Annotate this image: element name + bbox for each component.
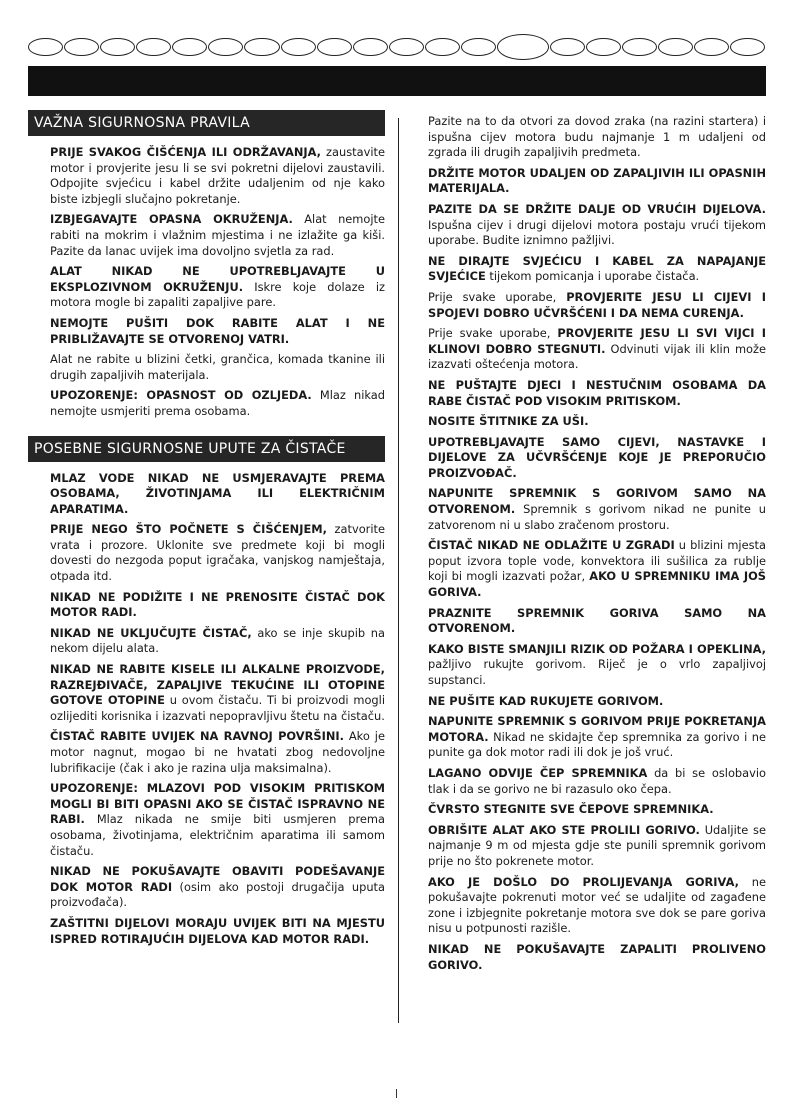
paragraph [428, 290, 766, 321]
header-oval [136, 38, 171, 56]
paragraph [28, 264, 385, 311]
page-footer-mark [396, 1089, 397, 1098]
paragraph-bold-text: PROVJERITE JESU LI CIJEVI I SPOJEVI DOBRO UČVRŠĆENI I DA NEMA CURENJA. [428, 289, 766, 320]
paragraph [428, 378, 766, 409]
paragraph [428, 435, 766, 482]
paragraph [428, 326, 766, 373]
paragraph-text: Prije svake uporabe, [428, 289, 567, 304]
paragraph-text: Alat nemojte rabiti na mokrim i vlažnim mjestima i ne izlažite ga kiši. Pazite da lanac uvijek ima dovoljno svjetla za rad. [50, 212, 386, 258]
section-cleaner-instructions-body [28, 471, 385, 948]
paragraph-text: tijekom pomicanja i uporabe čistača. [485, 269, 700, 284]
paragraph [428, 766, 766, 797]
paragraph-text: Ispušna cijev i drugi dijelovi motora postaju vrući tijekom uporabe. Budite iznimno pažljivi. [428, 217, 766, 248]
paragraph-bold-text: PRAZNITE SPREMNIK GORIVA SAMO NA OTVORENOM. [428, 605, 766, 636]
paragraph-text: u ovom čistaču. Ti bi proizvodi mogli ozlijediti korisnika i izazvati nepopravljivu štetu na čistaču. [50, 693, 385, 723]
paragraph-bold-text: NAPUNITE SPREMNIK S GORIVOM SAMO NA OTVORENOM. [428, 486, 766, 517]
section-title-safety-rules: VAŽNA SIGURNOSNA PRAVILA [28, 110, 385, 136]
header-oval [461, 38, 496, 56]
paragraph [28, 145, 385, 207]
paragraph [428, 642, 766, 689]
paragraph [428, 166, 766, 197]
paragraph [28, 316, 385, 347]
paragraph-bold-text: MLAZ VODE NIKAD NE USMJERAVAJTE PREMA OSOBAMA, ŽIVOTINJAMA ILI ELEKTRIČNIM APARATIMA. [50, 470, 385, 516]
paragraph [428, 486, 766, 533]
paragraph [28, 916, 385, 947]
paragraph-bold-text: PAZITE DA SE DRŽITE DALJE OD VRUĆIH DIJELOVA. [428, 201, 766, 216]
paragraph-bold-text: NAPUNITE SPREMNIK S GORIVOM PRIJE POKRETANJA MOTORA. [428, 714, 766, 744]
paragraph [28, 662, 385, 724]
header-oval [28, 38, 63, 56]
header-oval [100, 38, 135, 56]
paragraph [428, 414, 766, 430]
header-oval [353, 38, 388, 56]
paragraph [28, 212, 385, 259]
paragraph-bold-text: IZBJEGAVAJTE OPASNA OKRUŽENJA. [50, 212, 293, 227]
paragraph [28, 626, 385, 657]
paragraph-text: Nikad ne skidajte čep spremnika za gorivo i ne punite ga dok motor radi ili dok je još vruć. [428, 729, 766, 760]
paragraph [428, 202, 766, 249]
paragraph-bold-text: NE PUŠITE KAD RUKUJETE GORIVOM. [428, 693, 664, 708]
paragraph [28, 781, 385, 859]
paragraph-text: zatvorite vrata i prozore. Uklonite sve predmete koji bi mogli dovesti do nezgoda poput igračaka, vanjskog namještaja, otpada itd. [50, 522, 385, 584]
paragraph-bold-text: NIKAD NE PODIŽITE I NE PRENOSITE ČISTAČ DOK MOTOR RADI. [50, 589, 385, 620]
paragraph [428, 875, 766, 937]
paragraph-text: Udaljite se najmanje 9 m od mjesta gdje ste punili spremnik gorivom prije no što pokrenete motor. [428, 822, 767, 868]
paragraph-text: zaustavite motor i provjerite jesu li se svi pokretni dijelovi zaustavili. Odpojite svjećicu i kabel držite udaljenim od nje kako biste izbjegli slučajno pokretanje. [50, 145, 385, 206]
paragraph-text: Mlaz nikad nemojte usmjeriti prema osobama. [50, 388, 386, 418]
paragraph-bold-text: ČVRSTO STEGNITE SVE ČEPOVE SPREMNIKA. [428, 802, 714, 817]
paragraph-bold-text: NIKAD NE RABITE KISELE ILI ALKALNE PROIZVODE, RAZREJĐIVAČE, ZAPALJIVE TEKUĆINE ILI OTOPINE GOTOVE OTOPINE [50, 662, 385, 708]
paragraph-text: Prije svake uporabe, [428, 326, 558, 341]
paragraph-text: Mlaz nikada ne smije biti usmjeren prema osobama, životinjama, električnim aparatima ili samom čistaču. [50, 812, 385, 858]
paragraph [28, 388, 385, 419]
header-oval [425, 38, 460, 56]
header-oval [586, 38, 621, 56]
paragraph [28, 522, 385, 584]
paragraph [28, 471, 385, 518]
paragraph-text: u blizini mjesta poput izvora tople vode, konvektora ili sušilica za rublje koji bi mogli izazvati požar, [428, 538, 766, 584]
paragraph-bold-text: ČISTAČ RABITE UVIJEK NA RAVNOJ POVRŠINI. [50, 729, 344, 744]
header-oval [172, 38, 207, 56]
paragraph-bold-text: ALAT NIKAD NE UPOTREBLJAVAJTE U EKSPLOZIVNOM OKRUŽENJU. [50, 264, 385, 294]
header-oval-active [497, 34, 549, 60]
paragraph [428, 942, 766, 973]
section-title-cleaner-instructions: POSEBNE SIGURNOSNE UPUTE ZA ČISTAČE [28, 436, 385, 462]
paragraph [428, 823, 766, 870]
paragraph-bold-text: ZAŠTITNI DIJELOVI MORAJU UVIJEK BITI NA MJESTU ISPRED ROTIRAJUĆIH DIJELOVA KAD MOTOR RADI. [50, 915, 385, 946]
header-oval [208, 38, 243, 56]
paragraph [428, 694, 766, 710]
paragraph-bold-text: NEMOJTE PUŠITI DOK RABITE ALAT I NE PRIBLIŽAVAJTE SE OTVORENOJ VATRI. [50, 315, 385, 346]
right-column-body [428, 114, 766, 973]
paragraph [428, 802, 766, 818]
paragraph-bold-text: PROVJERITE JESU LI SVI VIJCI I KLINOVI DOBRO STEGNUTI. [428, 326, 766, 356]
paragraph-bold-text: AKO U SPREMNIKU IMA JOŠ GORIVA. [428, 569, 766, 600]
header-oval [64, 38, 99, 56]
paragraph-text: Iskre koje dolaze iz motora mogle bi zapaliti zapaljive pare. [50, 279, 385, 310]
header-oval-strip [28, 38, 766, 56]
paragraph-bold-text: DRŽITE MOTOR UDALJEN OD ZAPALJIVIH ILI OPASNIH MATERIJALA. [428, 165, 766, 196]
paragraph-text: Alat ne rabite u blizini četki, grančica, komada tkanine ili drugih zapaljivih materijala. [50, 352, 385, 382]
paragraph [428, 606, 766, 637]
paragraph-text: ne pokušavajte pokrenuti motor već se udaljite od zagađene zone i izbjegnite pokretanje motora sve dok se pare goriva nisu u potpunosti razišle. [428, 874, 766, 936]
header-oval [622, 38, 657, 56]
left-column [28, 110, 385, 952]
paragraph-bold-text: OBRIŠITE ALAT AKO STE PROLILI GORIVO. [428, 822, 700, 837]
paragraph [28, 864, 385, 911]
paragraph-bold-text: AKO JE DOŠLO DO PROLIJEVANJA GORIVA, [428, 874, 739, 889]
paragraph-bold-text: LAGANO ODVIJE ČEP SPREMNIKA [428, 765, 648, 780]
paragraph-bold-text: NE DIRAJTE SVJEĆICU I KABEL ZA NAPAJANJE SVJEĆICE [428, 253, 766, 284]
paragraph-bold-text: UPOZORENJE: OPASNOST OD OZLJEDA. [50, 388, 312, 403]
header-oval [317, 38, 352, 56]
paragraph-bold-text: KAKO BISTE SMANJILI RIZIK OD POŽARA I OPEKLINA, [428, 641, 766, 656]
paragraph-bold-text: UPOTREBLJAVAJTE SAMO CIJEVI, NASTAVKE I DIJELOVE ZA UČVRŠĆENJE KOJE JE PREPORUČIO PROIZVOĐAČ. [428, 434, 766, 480]
section-safety-rules-body [28, 145, 385, 420]
paragraph-text: Ako je motor nagnut, mogao bi ne hvatati zbog nedovoljne lubrifikacije (čak i ako je razina ulja maksimalna). [50, 729, 385, 775]
paragraph-text: pažljivo rukujte gorivom. Riječ je o vrlo zapaljivoj supstanci. [428, 657, 766, 687]
paragraph-bold-text: NE PUŠTAJTE DJECI I NESTUČNIM OSOBAMA DA RABE ČISTAČ POD VISOKIM PRITISKOM. [428, 377, 766, 408]
paragraph-text: Pazite na to da otvori za dovod zraka (na razini startera) i ispušna cijev motora budu najmanje 1 m udaljeni od zgrada ili drugih zapaljivih predmeta. [428, 114, 766, 160]
paragraph-bold-text: NIKAD NE UKLJUČUJTE ČISTAČ, [50, 625, 252, 640]
paragraph [428, 538, 766, 600]
paragraph-bold-text: ČISTAČ NIKAD NE ODLAŽITE U ZGRADI [428, 538, 675, 553]
paragraph [28, 590, 385, 621]
paragraph-text: Spremnik s gorivom nikad ne punite u zatvorenom ni u slabo zračenom prostoru. [428, 502, 766, 532]
paragraph-text: Odvinuti vijak ili klin može izazvati oštećenja motora. [428, 341, 766, 372]
paragraph-bold-text: NIKAD NE POKUŠAVAJTE ZAPALITI PROLIVENO GORIVO. [428, 941, 766, 972]
paragraph-text: ako se inje skupib na nekom dijelu alata. [50, 625, 385, 656]
paragraph-bold-text: NOSITE ŠTITNIKE ZA UŠI. [428, 414, 589, 429]
header-oval [281, 38, 316, 56]
paragraph [428, 254, 766, 285]
header-oval [730, 38, 765, 56]
paragraph [428, 714, 766, 761]
paragraph-text: (osim ako postoji drugačija uputa proizvođača). [50, 879, 385, 910]
paragraph-bold-text: PRIJE NEGO ŠTO POČNETE S ČIŠĆENJEM, [50, 522, 327, 537]
header-oval [658, 38, 693, 56]
right-column [428, 114, 766, 978]
paragraph [28, 729, 385, 776]
header-oval [244, 38, 279, 56]
paragraph-bold-text: UPOZORENJE: MLAZOVI POD VISOKIM PRITISKOM MOGLI BI BITI OPASNI AKO SE ČISTAČ ISPRAVNO NE RABI. [50, 781, 385, 827]
paragraph-text: da bi se oslobavio tlak i da se gorivo ne bi razasulo oko čepa. [428, 765, 767, 796]
column-divider [398, 118, 399, 1023]
header-oval [694, 38, 729, 56]
paragraph [28, 352, 385, 383]
paragraph-bold-text: PRIJE SVAKOG ČIŠĆENJA ILI ODRŽAVANJA, [50, 145, 321, 159]
paragraph [428, 114, 766, 161]
header-bar [28, 66, 766, 96]
paragraph-bold-text: NIKAD NE POKUŠAVAJTE OBAVITI PODEŠAVANJE DOK MOTOR RADI [50, 864, 385, 894]
header-oval [389, 38, 424, 56]
header-oval [550, 38, 585, 56]
